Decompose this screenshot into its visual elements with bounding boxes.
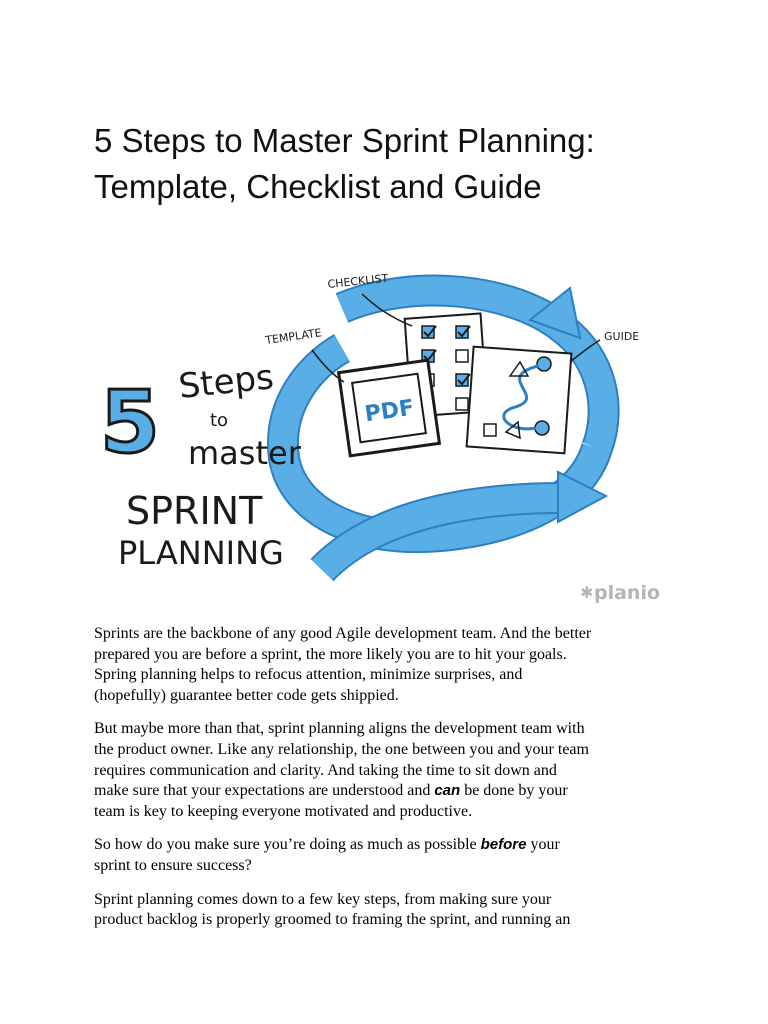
pdf-label: PDF: [363, 395, 416, 428]
text-line: [94, 835, 684, 856]
text-line: team is key to keeping everyone motivated and productive.: [94, 802, 473, 820]
text-segment: your: [526, 836, 560, 854]
emphasis-can: can: [434, 782, 461, 800]
paragraph-4: [94, 890, 684, 931]
text-line: sprint to ensure success?: [94, 856, 252, 874]
brand-star-icon: ✱: [580, 583, 594, 602]
sprint-word: SPRINT: [126, 489, 263, 533]
text-line: product backlog is properly groomed to framing the sprint, and running an: [94, 911, 571, 929]
text-line: Sprint planning comes down to a few key steps, from making sure your: [94, 890, 552, 908]
text-line: (hopefully) guarantee better code gets shippied.: [94, 686, 399, 704]
paragraph-2: [94, 719, 684, 822]
text-line: Sprints are the backbone of any good Agile development team. And the better: [94, 625, 592, 642]
master-word: master: [188, 434, 301, 472]
checklist-label: CHECKLIST: [326, 271, 389, 291]
template-label: TEMPLATE: [264, 326, 323, 347]
text-line: requires communication and clarity. And taking the time to sit down and: [94, 761, 557, 779]
text-segment: be done by your: [460, 782, 568, 800]
title-line-1: 5 Steps to Master Sprint Planning:: [94, 122, 595, 159]
article-body: [94, 624, 684, 944]
planio-logo: planio: [594, 582, 661, 604]
emphasis-before: before: [480, 836, 527, 854]
text-line: But maybe more than that, sprint planning aligns the development team with: [94, 720, 585, 738]
paragraph-1: [94, 624, 684, 706]
guide-label: GUIDE: [604, 330, 640, 343]
text-line: prepared you are before a sprint, the more likely you are to hit your goals.: [94, 645, 567, 663]
to-word: to: [210, 410, 229, 431]
text-line: Spring planning helps to refocus attention, minimize surprises, and: [94, 666, 523, 684]
text-segment: make sure that your expectations are understood and: [94, 782, 435, 800]
number-five: 5: [100, 373, 160, 473]
steps-word: Steps: [176, 357, 276, 407]
text-line: [94, 781, 684, 802]
title-line-2: Template, Checklist and Guide: [94, 168, 542, 205]
text-line: the product owner. Like any relationship, the one between you and your team: [94, 740, 589, 758]
guide-sheet: [467, 347, 572, 454]
text-segment: So how do you make sure you’re doing as much as possible: [94, 836, 481, 854]
sprint-planning-illustration: [92, 258, 672, 614]
page-title: [94, 118, 714, 210]
planning-word: PLANNING: [118, 534, 284, 572]
pdf-document-icon: [339, 360, 440, 456]
paragraph-3: [94, 835, 684, 876]
